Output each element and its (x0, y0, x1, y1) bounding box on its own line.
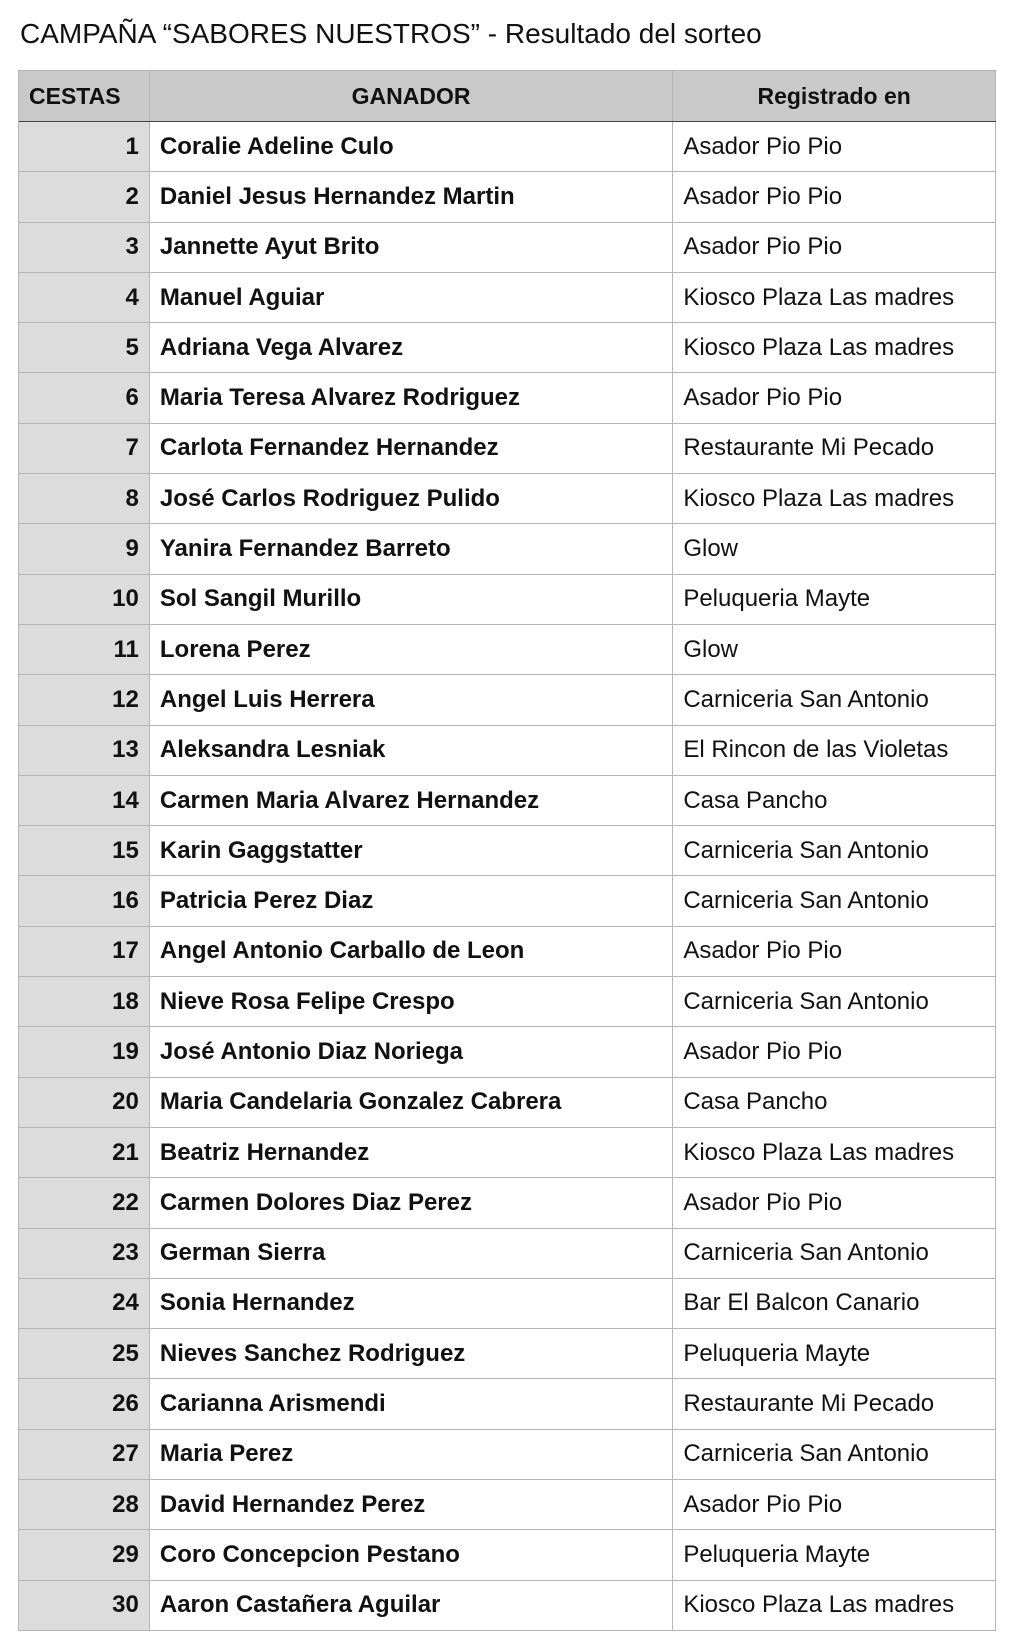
winner-name-cell: Coralie Adeline Culo (150, 122, 673, 171)
registered-at-cell: Peluqueria Mayte (673, 1530, 996, 1579)
registered-at-cell: Asador Pio Pio (673, 223, 996, 272)
table-row (19, 675, 996, 725)
table-row (19, 1430, 996, 1480)
basket-number-cell: 22 (19, 1178, 150, 1227)
basket-number-cell: 16 (19, 876, 150, 925)
winner-name-cell: Sol Sangil Murillo (150, 575, 673, 624)
table-row (19, 1581, 996, 1631)
winner-name-cell: José Carlos Rodriguez Pulido (150, 474, 673, 523)
registered-at-cell: Restaurante Mi Pecado (673, 1379, 996, 1428)
basket-number-cell: 8 (19, 474, 150, 523)
table-row (19, 826, 996, 876)
registered-at-cell: Kiosco Plaza Las madres (673, 474, 996, 523)
table-row (19, 575, 996, 625)
registered-at-cell: Carniceria San Antonio (673, 826, 996, 875)
registered-at-cell: El Rincon de las Violetas (673, 726, 996, 775)
table-row (19, 1229, 996, 1279)
registered-at-cell: Kiosco Plaza Las madres (673, 323, 996, 372)
winner-name-cell: Lorena Perez (150, 625, 673, 674)
registered-at-cell: Kiosco Plaza Las madres (673, 1128, 996, 1177)
winner-name-cell: Aleksandra Lesniak (150, 726, 673, 775)
table-row (19, 1178, 996, 1228)
registered-at-cell: Casa Pancho (673, 776, 996, 825)
registered-at-cell: Peluqueria Mayte (673, 575, 996, 624)
table-row (19, 1027, 996, 1077)
table-row (19, 726, 996, 776)
table-row (19, 876, 996, 926)
table-body (19, 122, 996, 1631)
basket-number-cell: 17 (19, 927, 150, 976)
winner-name-cell: Aaron Castañera Aguilar (150, 1581, 673, 1630)
basket-number-cell: 27 (19, 1430, 150, 1479)
winner-name-cell: Nieves Sanchez Rodriguez (150, 1329, 673, 1378)
registered-at-cell: Bar El Balcon Canario (673, 1279, 996, 1328)
registered-at-cell: Casa Pancho (673, 1078, 996, 1127)
basket-number-cell: 18 (19, 977, 150, 1026)
table-row (19, 1279, 996, 1329)
winner-name-cell: Yanira Fernandez Barreto (150, 524, 673, 573)
winner-name-cell: Coro Concepcion Pestano (150, 1530, 673, 1579)
winner-name-cell: Beatriz Hernandez (150, 1128, 673, 1177)
basket-number-cell: 4 (19, 273, 150, 322)
registered-at-cell: Asador Pio Pio (673, 1027, 996, 1076)
results-table (18, 70, 996, 1631)
table-row (19, 424, 996, 474)
table-row (19, 524, 996, 574)
winner-name-cell: Jannette Ayut Brito (150, 223, 673, 272)
winner-name-cell: Karin Gaggstatter (150, 826, 673, 875)
table-row (19, 122, 996, 172)
registered-at-cell: Asador Pio Pio (673, 1480, 996, 1529)
table-row (19, 927, 996, 977)
basket-number-cell: 23 (19, 1229, 150, 1278)
basket-number-cell: 12 (19, 675, 150, 724)
registered-at-cell: Kiosco Plaza Las madres (673, 273, 996, 322)
table-row (19, 373, 996, 423)
column-header-registrado-en: Registrado en (673, 71, 996, 121)
winner-name-cell: Carmen Dolores Diaz Perez (150, 1178, 673, 1227)
basket-number-cell: 15 (19, 826, 150, 875)
table-row (19, 1128, 996, 1178)
winner-name-cell: Angel Antonio Carballo de Leon (150, 927, 673, 976)
basket-number-cell: 24 (19, 1279, 150, 1328)
table-row (19, 1078, 996, 1128)
registered-at-cell: Carniceria San Antonio (673, 675, 996, 724)
winner-name-cell: Maria Candelaria Gonzalez Cabrera (150, 1078, 673, 1127)
table-row (19, 1480, 996, 1530)
table-row (19, 977, 996, 1027)
table-row (19, 1329, 996, 1379)
basket-number-cell: 20 (19, 1078, 150, 1127)
basket-number-cell: 10 (19, 575, 150, 624)
basket-number-cell: 6 (19, 373, 150, 422)
registered-at-cell: Asador Pio Pio (673, 172, 996, 221)
winner-name-cell: Sonia Hernandez (150, 1279, 673, 1328)
table-row (19, 474, 996, 524)
registered-at-cell: Peluqueria Mayte (673, 1329, 996, 1378)
basket-number-cell: 14 (19, 776, 150, 825)
registered-at-cell: Asador Pio Pio (673, 927, 996, 976)
table-row (19, 273, 996, 323)
table-row (19, 172, 996, 222)
registered-at-cell: Carniceria San Antonio (673, 977, 996, 1026)
winner-name-cell: Carlota Fernandez Hernandez (150, 424, 673, 473)
winner-name-cell: José Antonio Diaz Noriega (150, 1027, 673, 1076)
winner-name-cell: Patricia Perez Diaz (150, 876, 673, 925)
basket-number-cell: 30 (19, 1581, 150, 1630)
table-header (19, 71, 996, 122)
registered-at-cell: Carniceria San Antonio (673, 1430, 996, 1479)
column-header-ganador: GANADOR (150, 71, 673, 121)
basket-number-cell: 11 (19, 625, 150, 674)
basket-number-cell: 29 (19, 1530, 150, 1579)
table-row (19, 323, 996, 373)
winner-name-cell: Adriana Vega Alvarez (150, 323, 673, 372)
registered-at-cell: Kiosco Plaza Las madres (673, 1581, 996, 1630)
basket-number-cell: 2 (19, 172, 150, 221)
table-row (19, 776, 996, 826)
registered-at-cell: Restaurante Mi Pecado (673, 424, 996, 473)
column-header-cestas: CESTAS (19, 71, 150, 121)
page-title: CAMPAÑA “SABORES NUESTROS” - Resultado del sorteo (20, 18, 762, 49)
basket-number-cell: 3 (19, 223, 150, 272)
basket-number-cell: 26 (19, 1379, 150, 1428)
winner-name-cell: Maria Perez (150, 1430, 673, 1479)
winner-name-cell: David Hernandez Perez (150, 1480, 673, 1529)
winner-name-cell: Nieve Rosa Felipe Crespo (150, 977, 673, 1026)
winner-name-cell: Maria Teresa Alvarez Rodriguez (150, 373, 673, 422)
winner-name-cell: Manuel Aguiar (150, 273, 673, 322)
winner-name-cell: Angel Luis Herrera (150, 675, 673, 724)
registered-at-cell: Asador Pio Pio (673, 1178, 996, 1227)
winner-name-cell: German Sierra (150, 1229, 673, 1278)
basket-number-cell: 28 (19, 1480, 150, 1529)
basket-number-cell: 25 (19, 1329, 150, 1378)
basket-number-cell: 13 (19, 726, 150, 775)
basket-number-cell: 9 (19, 524, 150, 573)
table-row (19, 1379, 996, 1429)
basket-number-cell: 5 (19, 323, 150, 372)
winner-name-cell: Carianna Arismendi (150, 1379, 673, 1428)
basket-number-cell: 19 (19, 1027, 150, 1076)
winner-name-cell: Carmen Maria Alvarez Hernandez (150, 776, 673, 825)
table-row (19, 1530, 996, 1580)
registered-at-cell: Carniceria San Antonio (673, 1229, 996, 1278)
winner-name-cell: Daniel Jesus Hernandez Martin (150, 172, 673, 221)
registered-at-cell: Asador Pio Pio (673, 122, 996, 171)
registered-at-cell: Glow (673, 625, 996, 674)
registered-at-cell: Glow (673, 524, 996, 573)
registered-at-cell: Carniceria San Antonio (673, 876, 996, 925)
basket-number-cell: 7 (19, 424, 150, 473)
basket-number-cell: 1 (19, 122, 150, 171)
registered-at-cell: Asador Pio Pio (673, 373, 996, 422)
table-row (19, 223, 996, 273)
table-row (19, 625, 996, 675)
basket-number-cell: 21 (19, 1128, 150, 1177)
